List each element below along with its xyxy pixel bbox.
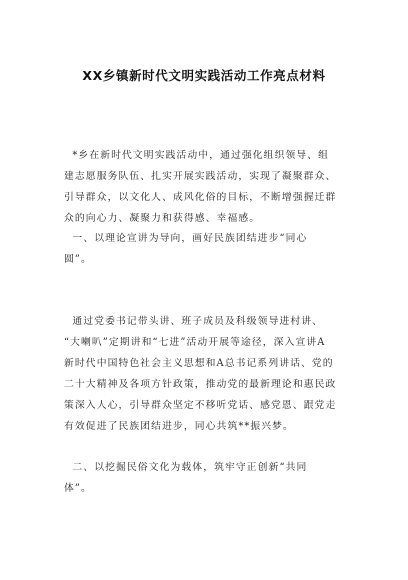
paragraph-line: “大喇叭”定期讲和“七进”活动开展等途径，深入宣讲A <box>64 337 326 348</box>
paragraph-line: 通过党委书记带头讲、班子成员及科级领导进村讲、 <box>64 316 324 327</box>
paragraph-line: 二十大精神及各项方针政策，推动党的最新理论和惠民政 <box>64 379 337 390</box>
heading-line: 圆”。 <box>64 254 92 265</box>
heading-line: 一、以理论宣讲为导向，画好民族团结进步“同心 <box>64 233 308 244</box>
section-heading-1 <box>64 228 348 270</box>
paragraph-line: 众的向心力、凝聚力和获得感、幸福感。 <box>64 213 261 224</box>
document-title: XX乡镇新时代文明实践活动工作亮点材料 <box>82 68 326 83</box>
heading-line: 二、以挖掘民俗文化为载体，筑牢守正创新“共同 <box>64 462 308 473</box>
paragraph-line: 建志愿服务队伍、扎实开展实践活动，实现了凝聚群众、 <box>64 171 337 182</box>
heading-line: 体”。 <box>64 483 92 494</box>
paragraph-line: 引导群众，以文化人、成风化俗的目标，不断增强握迁群 <box>64 192 337 203</box>
paragraph-line: 新时代中国特色社会主义思想和A总书记系列讲话、党的 <box>64 358 334 369</box>
section-heading-2 <box>64 457 348 499</box>
paragraph-line: 有效促进了民族团结进步，同心共筑**振兴梦。 <box>64 421 294 432</box>
paragraph-line: *乡在新时代文明实践活动中，通过强化组织领导、组 <box>64 150 330 161</box>
paragraph-intro <box>64 145 348 229</box>
paragraph-section-1-body <box>64 311 348 437</box>
paragraph-line: 策深入人心，引导群众坚定不移听党话、感党恩、跟党走 <box>64 400 337 411</box>
